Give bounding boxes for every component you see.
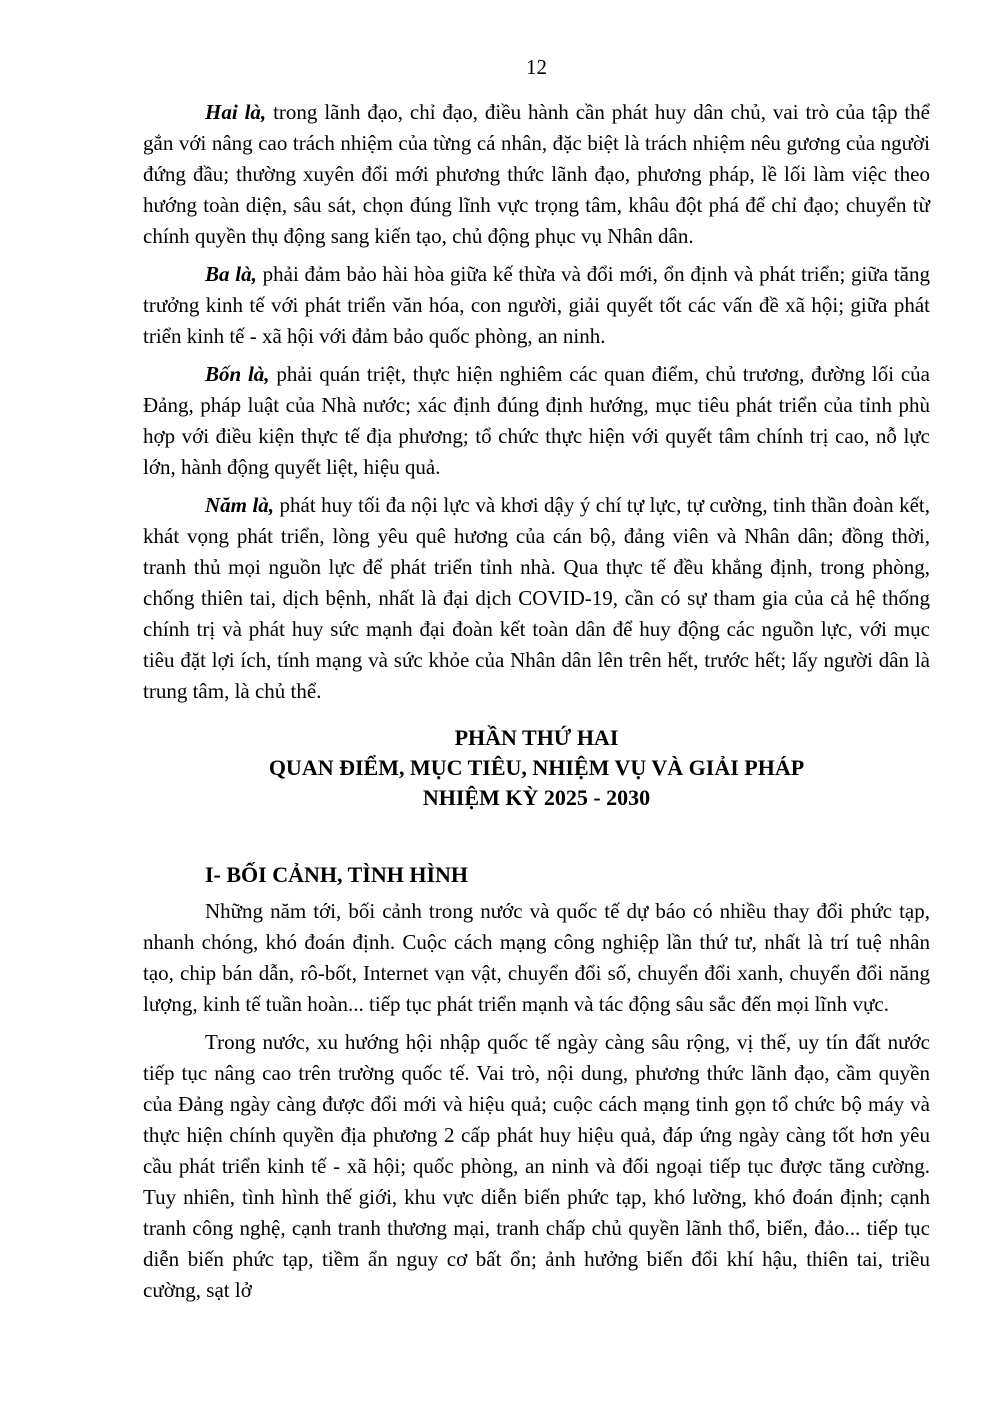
part-two-heading-line1: PHẦN THỨ HAI	[454, 725, 619, 750]
part-two-heading-line3: NHIỆM KỲ 2025 - 2030	[422, 785, 651, 810]
paragraph-lead-ba-la: Ba là,	[205, 262, 257, 286]
paragraph-context-domestic: Trong nước, xu hướng hội nhập quốc tế ngày càng sâu rộng, vị thế, uy tín đất nước tiếp tục nâng cao trên trường quốc tế. Vai trò, nội dung, phương thức lãnh đạo, cầm quyền của Đảng ngày càng được đổi mới và hiệu quả; cuộc cách mạng tinh gọn tổ chức bộ máy và thực hiện chính quyền địa phương 2 cấp phát huy hiệu quả, đáp ứng ngày càng tốt hơn yêu cầu phát triển kinh tế - xã hội; quốc phòng, an ninh và đối ngoại tiếp tục được tăng cường. Tuy nhiên, tình hình thế giới, khu vực diễn biến phức tạp, khó lường, khó đoán định; cạnh tranh công nghệ, cạnh tranh thương mại, tranh chấp chủ quyền lãnh thổ, biển, đảo... tiếp tục diễn biến phức tạp, tiềm ẩn nguy cơ bất ổn; ảnh hưởng biến đổi khí hậu, thiên tai, triều cường, sạt lở	[143, 1030, 930, 1302]
paragraph-ba-la	[143, 259, 930, 352]
part-two-heading	[143, 723, 930, 813]
paragraph-text: phải quán triệt, thực hiện nghiêm các quan điểm, chủ trương, đường lối của Đảng, pháp luật của Nhà nước; xác định đúng định hướng, mục tiêu phát triển của tỉnh phù hợp với điều kiện thực tế địa phương; tổ chức thực hiện với quyết tâm chính trị cao, nỗ lực lớn, hành động quyết liệt, hiệu quả.	[143, 362, 931, 479]
paragraph-text: trong lãnh đạo, chỉ đạo, điều hành cần phát huy dân chủ, vai trò của tập thể gắn với nâng cao trách nhiệm của từng cá nhân, đặc biệt là trách nhiệm nêu gương của người đứng đầu; thường xuyên đổi mới phương thức lãnh đạo, phương pháp, lề lối làm việc theo hướng toàn diện, sâu sát, chọn đúng lĩnh vực trọng tâm, khâu đột phá để chỉ đạo; chuyển từ chính quyền thụ động sang kiến tạo, chủ động phục vụ Nhân dân.	[143, 100, 931, 248]
paragraph-hai-la	[143, 97, 930, 252]
paragraph-lead-hai-la: Hai là,	[205, 100, 267, 124]
section-i-heading: I- BỐI CẢNH, TÌNH HÌNH	[205, 862, 469, 887]
part-two-heading-line2: QUAN ĐIỂM, MỤC TIÊU, NHIỆM VỤ VÀ GIẢI PHÁP	[268, 755, 805, 780]
paragraph-context-global: Những năm tới, bối cảnh trong nước và quốc tế dự báo có nhiều thay đổi phức tạp, nhanh chóng, khó đoán định. Cuộc cách mạng công nghiệp lần thứ tư, nhất là trí tuệ nhân tạo, chip bán dẫn, rô-bốt, Internet vạn vật, chuyển đổi số, chuyển đổi xanh, chuyển đổi năng lượng, kinh tế tuần hoàn... tiếp tục phát triển mạnh và tác động sâu sắc đến mọi lĩnh vực.	[143, 899, 930, 1016]
paragraph-text: phải đảm bảo hài hòa giữa kế thừa và đổi mới, ổn định và phát triển; giữa tăng trưởng kinh tế với phát triển văn hóa, con người, giải quyết tốt các vấn đề xã hội; giữa phát triển kinh tế - xã hội với đảm bảo quốc phòng, an ninh.	[143, 262, 931, 348]
paragraph-bon-la	[143, 359, 930, 483]
paragraph-nam-la	[143, 490, 930, 707]
paragraph-lead-bon-la: Bốn là,	[205, 362, 270, 386]
paragraph-lead-nam-la: Năm là,	[205, 493, 275, 517]
paragraph-text: phát huy tối đa nội lực và khơi dậy ý chí tự lực, tự cường, tinh thần đoàn kết, khát vọng phát triển, lòng yêu quê hương của cán bộ, đảng viên và Nhân dân; đồng thời, tranh thủ mọi nguồn lực để phát triển tỉnh nhà. Qua thực tế đều khẳng định, trong phòng, chống thiên tai, dịch bệnh, nhất là đại dịch COVID-19, cần có sự tham gia của cả hệ thống chính trị và phát huy sức mạnh đại đoàn kết toàn dân để huy động các nguồn lực, với mục tiêu đặt lợi ích, tính mạng và sức khỏe của Nhân dân lên trên hết, trước hết; lấy người dân là trung tâm, là chủ thể.	[143, 493, 930, 703]
page-number: 12	[526, 55, 547, 79]
